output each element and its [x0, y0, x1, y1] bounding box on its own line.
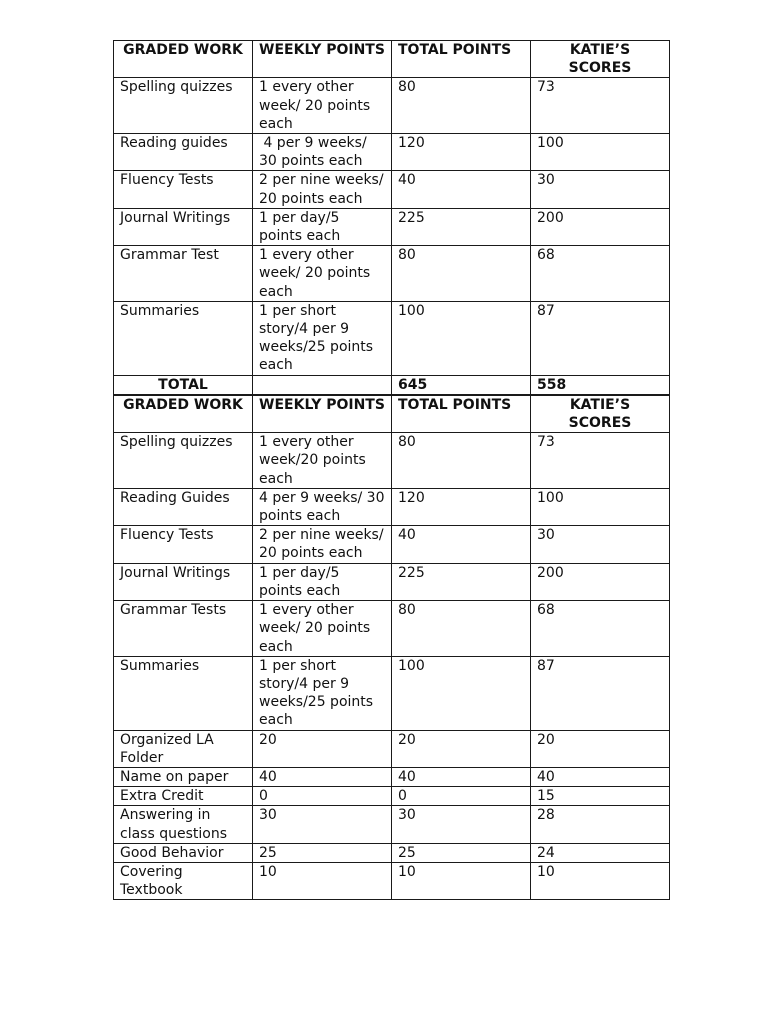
table-row	[114, 656, 670, 730]
cell-total: 40	[392, 526, 531, 563]
cell-total: 80	[392, 246, 531, 302]
total-weekly	[253, 375, 392, 395]
cell-total: 225	[392, 563, 531, 600]
cell-score: 73	[531, 433, 670, 489]
header-graded-work: GRADED WORK	[114, 41, 253, 78]
total-row	[114, 375, 670, 395]
cell-score: 100	[531, 134, 670, 171]
cell-total: 80	[392, 78, 531, 134]
cell-total: 120	[392, 488, 531, 525]
cell-weekly: 4 per 9 weeks/ 30 points each	[253, 488, 392, 525]
cell-score: 28	[531, 806, 670, 843]
table-row	[114, 433, 670, 489]
cell-total: 225	[392, 208, 531, 245]
cell-work: Organized LA Folder	[114, 730, 253, 767]
grades-table	[113, 40, 670, 900]
table-row	[114, 134, 670, 171]
cell-weekly: 2 per nine weeks/ 20 points each	[253, 171, 392, 208]
table-row	[114, 787, 670, 806]
cell-weekly: 40	[253, 767, 392, 786]
table-row	[114, 171, 670, 208]
cell-weekly: 10	[253, 862, 392, 899]
header-total-points: TOTAL POINTS	[392, 395, 531, 433]
cell-total: 80	[392, 433, 531, 489]
cell-work: Journal Writings	[114, 563, 253, 600]
cell-weekly: 25	[253, 843, 392, 862]
cell-score: 200	[531, 208, 670, 245]
cell-work: Reading Guides	[114, 488, 253, 525]
table-row	[114, 843, 670, 862]
cell-total: 40	[392, 171, 531, 208]
cell-score: 10	[531, 862, 670, 899]
cell-work: Summaries	[114, 656, 253, 730]
cell-work: Answering in class questions	[114, 806, 253, 843]
cell-total: 20	[392, 730, 531, 767]
cell-total: 40	[392, 767, 531, 786]
cell-score: 15	[531, 787, 670, 806]
cell-score: 40	[531, 767, 670, 786]
cell-score: 100	[531, 488, 670, 525]
cell-work: Reading guides	[114, 134, 253, 171]
cell-weekly: 1 per short story/4 per 9 weeks/25 points each	[253, 301, 392, 375]
cell-score: 30	[531, 171, 670, 208]
table-row	[114, 806, 670, 843]
cell-weekly: 20	[253, 730, 392, 767]
cell-work: Grammar Test	[114, 246, 253, 302]
cell-total: 120	[392, 134, 531, 171]
cell-score: 87	[531, 656, 670, 730]
header-katies-scores: KATIE’S SCORES	[531, 41, 670, 78]
cell-work: Good Behavior	[114, 843, 253, 862]
cell-score: 30	[531, 526, 670, 563]
table-row	[114, 78, 670, 134]
cell-total: 0	[392, 787, 531, 806]
cell-weekly: 30	[253, 806, 392, 843]
cell-work: Grammar Tests	[114, 601, 253, 657]
table-row	[114, 526, 670, 563]
table-row	[114, 862, 670, 899]
total-score: 558	[531, 375, 670, 395]
header-row	[114, 395, 670, 433]
table-row	[114, 208, 670, 245]
cell-work: Fluency Tests	[114, 171, 253, 208]
table-row	[114, 563, 670, 600]
cell-total: 100	[392, 656, 531, 730]
cell-weekly: 1 per short story/4 per 9 weeks/25 points each	[253, 656, 392, 730]
cell-score: 24	[531, 843, 670, 862]
cell-work: Covering Textbook	[114, 862, 253, 899]
header-graded-work: GRADED WORK	[114, 395, 253, 433]
cell-weekly: 1 every other week/20 points each	[253, 433, 392, 489]
table-row	[114, 730, 670, 767]
cell-work: Fluency Tests	[114, 526, 253, 563]
cell-weekly: 1 every other week/ 20 points each	[253, 246, 392, 302]
total-points: 645	[392, 375, 531, 395]
cell-weekly: 0	[253, 787, 392, 806]
cell-total: 25	[392, 843, 531, 862]
table-row	[114, 601, 670, 657]
cell-total: 30	[392, 806, 531, 843]
header-weekly-points: WEEKLY POINTS	[253, 395, 392, 433]
cell-work: Extra Credit	[114, 787, 253, 806]
cell-total: 80	[392, 601, 531, 657]
cell-weekly: 1 per day/5 points each	[253, 208, 392, 245]
cell-work: Journal Writings	[114, 208, 253, 245]
total-label: TOTAL	[114, 375, 253, 395]
table-row	[114, 767, 670, 786]
cell-score: 73	[531, 78, 670, 134]
table-row	[114, 246, 670, 302]
header-row	[114, 41, 670, 78]
cell-score: 87	[531, 301, 670, 375]
cell-work: Spelling quizzes	[114, 78, 253, 134]
table-row	[114, 488, 670, 525]
cell-weekly: 1 per day/5 points each	[253, 563, 392, 600]
cell-work: Spelling quizzes	[114, 433, 253, 489]
cell-work: Name on paper	[114, 767, 253, 786]
cell-score: 68	[531, 246, 670, 302]
cell-weekly: 4 per 9 weeks/ 30 points each	[253, 134, 392, 171]
header-weekly-points: WEEKLY POINTS	[253, 41, 392, 78]
cell-weekly: 1 every other week/ 20 points each	[253, 601, 392, 657]
cell-total: 10	[392, 862, 531, 899]
cell-work: Summaries	[114, 301, 253, 375]
cell-score: 200	[531, 563, 670, 600]
cell-score: 68	[531, 601, 670, 657]
cell-weekly: 2 per nine weeks/ 20 points each	[253, 526, 392, 563]
table-row	[114, 301, 670, 375]
cell-total: 100	[392, 301, 531, 375]
cell-weekly: 1 every other week/ 20 points each	[253, 78, 392, 134]
header-katies-scores: KATIE’S SCORES	[531, 395, 670, 433]
cell-score: 20	[531, 730, 670, 767]
header-total-points: TOTAL POINTS	[392, 41, 531, 78]
